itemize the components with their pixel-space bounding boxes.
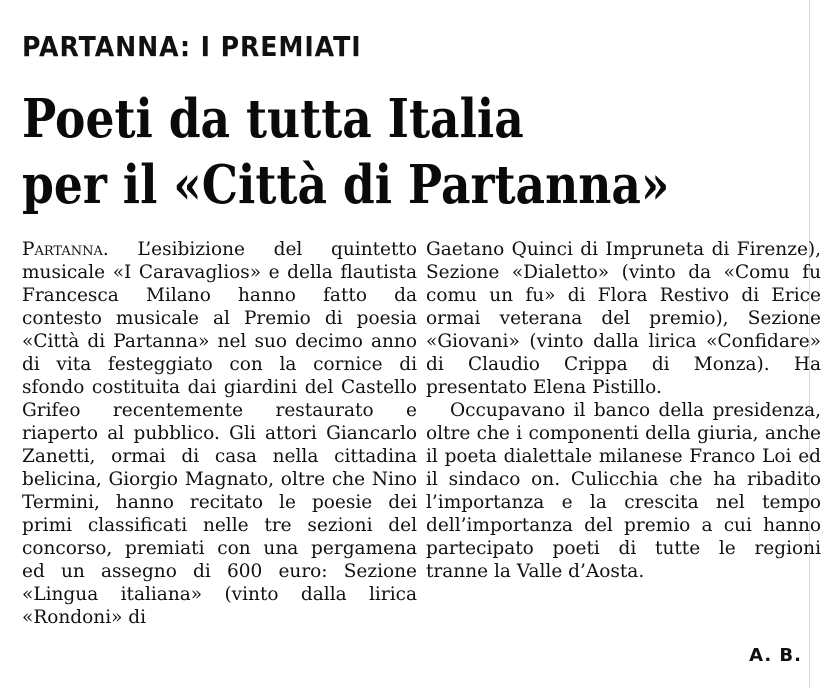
headline-line-2: per il «Città di Partanna» <box>22 154 670 216</box>
body-paragraph-continued: Gaetano Quinci di Impruneta di Firenze), Sezione «Dialetto» (vinto da «Comu fu comu un fu» di Flora Restivo di Erice ormai veterana del premio), Sezione «Giovani» (vinto dalla lirica «Confidare» di Claudio Crippa di Monza). Ha presentato Elena Pistillo. <box>426 239 821 398</box>
author-signature: A. B. <box>749 645 802 666</box>
headline <box>22 86 669 218</box>
body-paragraph <box>22 238 417 629</box>
kicker: PARTANNA: I PREMIATI <box>22 30 362 63</box>
dateline: Partanna. <box>22 239 109 260</box>
body-column-left <box>22 238 417 629</box>
body-text-left: L’esibizione del quintetto musicale «I Caravaglios» e della flautista Francesca Milano hanno fatto da contesto musicale al Premio di poesia «Città di Partanna» nel suo decimo anno di vita festeggiato con la cornice di sfondo costituita dai giardini del Castello Grifeo recentemente restaurato e riaperto al pubblico. Gli attori Giancarlo Zanetti, ormai di casa nella cittadina belicina, Giorgio Magnato, oltre che Nino Termini, hanno recitato le poesie dei primi classificati nelle tre sezioni del concorso, premiati con una pergamena ed un assegno di 600 euro: Sezione «Lingua italiana» (vinto dalla lirica «Rondoni» di <box>22 239 417 628</box>
headline-line-1: Poeti da tutta Italia <box>22 88 524 150</box>
body-paragraph-2: Occupavano il banco della presidenza, oltre che i componenti della giuria, anche il poeta dialettale milanese Franco Loi ed il sindaco on. Culicchia che ha ribadito l’importanza e la crescita nel tempo dell’importanza del premio a cui hanno partecipato poeti di tutte le regioni tranne la Valle d’Aosta. <box>426 400 821 582</box>
body-column-right <box>426 238 821 583</box>
